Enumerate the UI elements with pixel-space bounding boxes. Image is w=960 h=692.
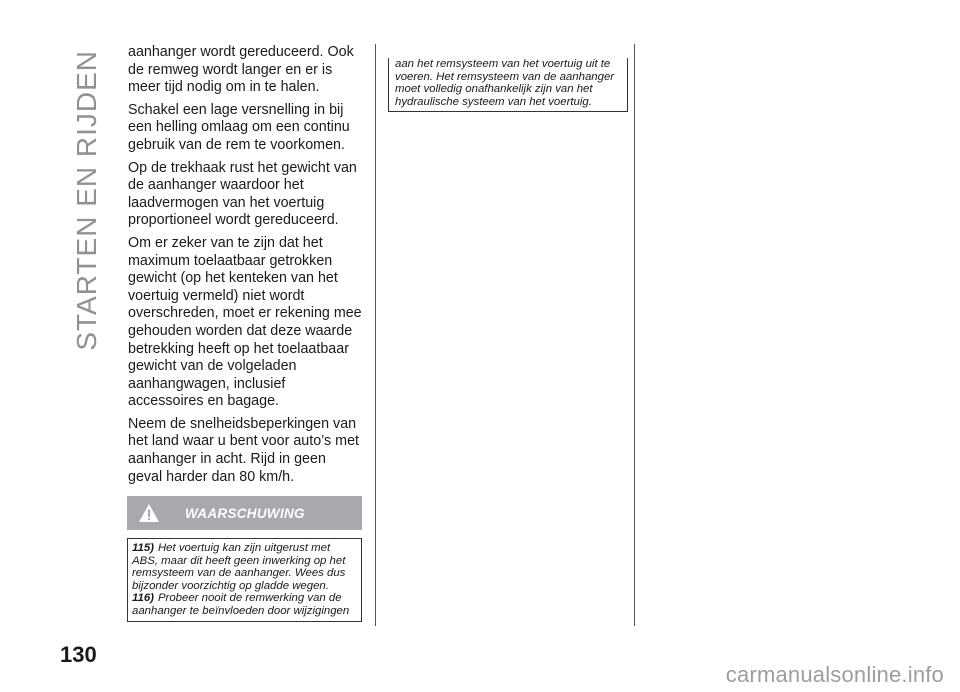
warning-triangle-icon: [138, 503, 160, 523]
warning-item-text: Het voertuig kan zijn uitgerust met ABS, maar dit heeft geen inwerking op het remsysteem van de aanhanger. Wees dus bijzonder voorzichtig op gladde wegen.: [132, 542, 346, 592]
warning-item: [132, 592, 355, 617]
warning-item-number: 116): [132, 592, 154, 605]
warning-continuation-text: aan het remsysteem van het voertuig uit te voeren. Het remsysteem van de aanhanger moet volledig onafhankelijk zijn van het hydraulische systeem van het voertuig.: [395, 58, 615, 108]
left-column: [128, 44, 364, 509]
warning-body: [127, 538, 362, 622]
paragraph: Schakel een lage versnelling in bij een helling omlaag om een continu gebruik van de rem te voorkomen.: [128, 101, 350, 153]
page-number: 130: [60, 642, 97, 667]
warning-title: WAARSCHUWING: [185, 505, 305, 521]
section-title: [68, 50, 106, 351]
warning-continuation-box: [388, 58, 628, 112]
paragraph: Neem de snelheidsbeperkingen van het land waar u bent voor auto’s met aanhanger in acht. Rijd in geen geval harder dan 80 km/h.: [128, 415, 360, 485]
warning-item-text: Probeer nooit de remwerking van de aanhanger te beïnvloeden door wijzigingen: [132, 592, 350, 617]
paragraph: Om er zeker van te zijn dat het maximum toelaatbaar getrokken gewicht (op het kenteken van het voertuig vermeld) niet wordt overschreden, moet er rekening mee gehouden worden dat deze waarde betrekking heeft op het toelaatbaar gewicht van de volgeladen aanhangwagen, inclusief accessoires en bagage.: [128, 234, 362, 410]
paragraph: aanhanger wordt gereduceerd. Ook de remweg wordt langer en er is meer tijd nodig om in te halen.: [128, 44, 354, 96]
section-title-text: STARTEN EN RIJDEN: [71, 50, 102, 351]
warning-item: [132, 542, 355, 592]
warning-header: [127, 496, 362, 530]
warning-item-number: 115): [132, 542, 154, 554]
watermark: carmanualsonline.info: [725, 662, 944, 687]
column-divider: [375, 44, 376, 626]
paragraph: Op de trekhaak rust het gewicht van de aanhanger waardoor het laadvermogen van het voertuig proportioneel wordt gereduceerd.: [128, 159, 357, 229]
column-divider: [634, 44, 635, 626]
